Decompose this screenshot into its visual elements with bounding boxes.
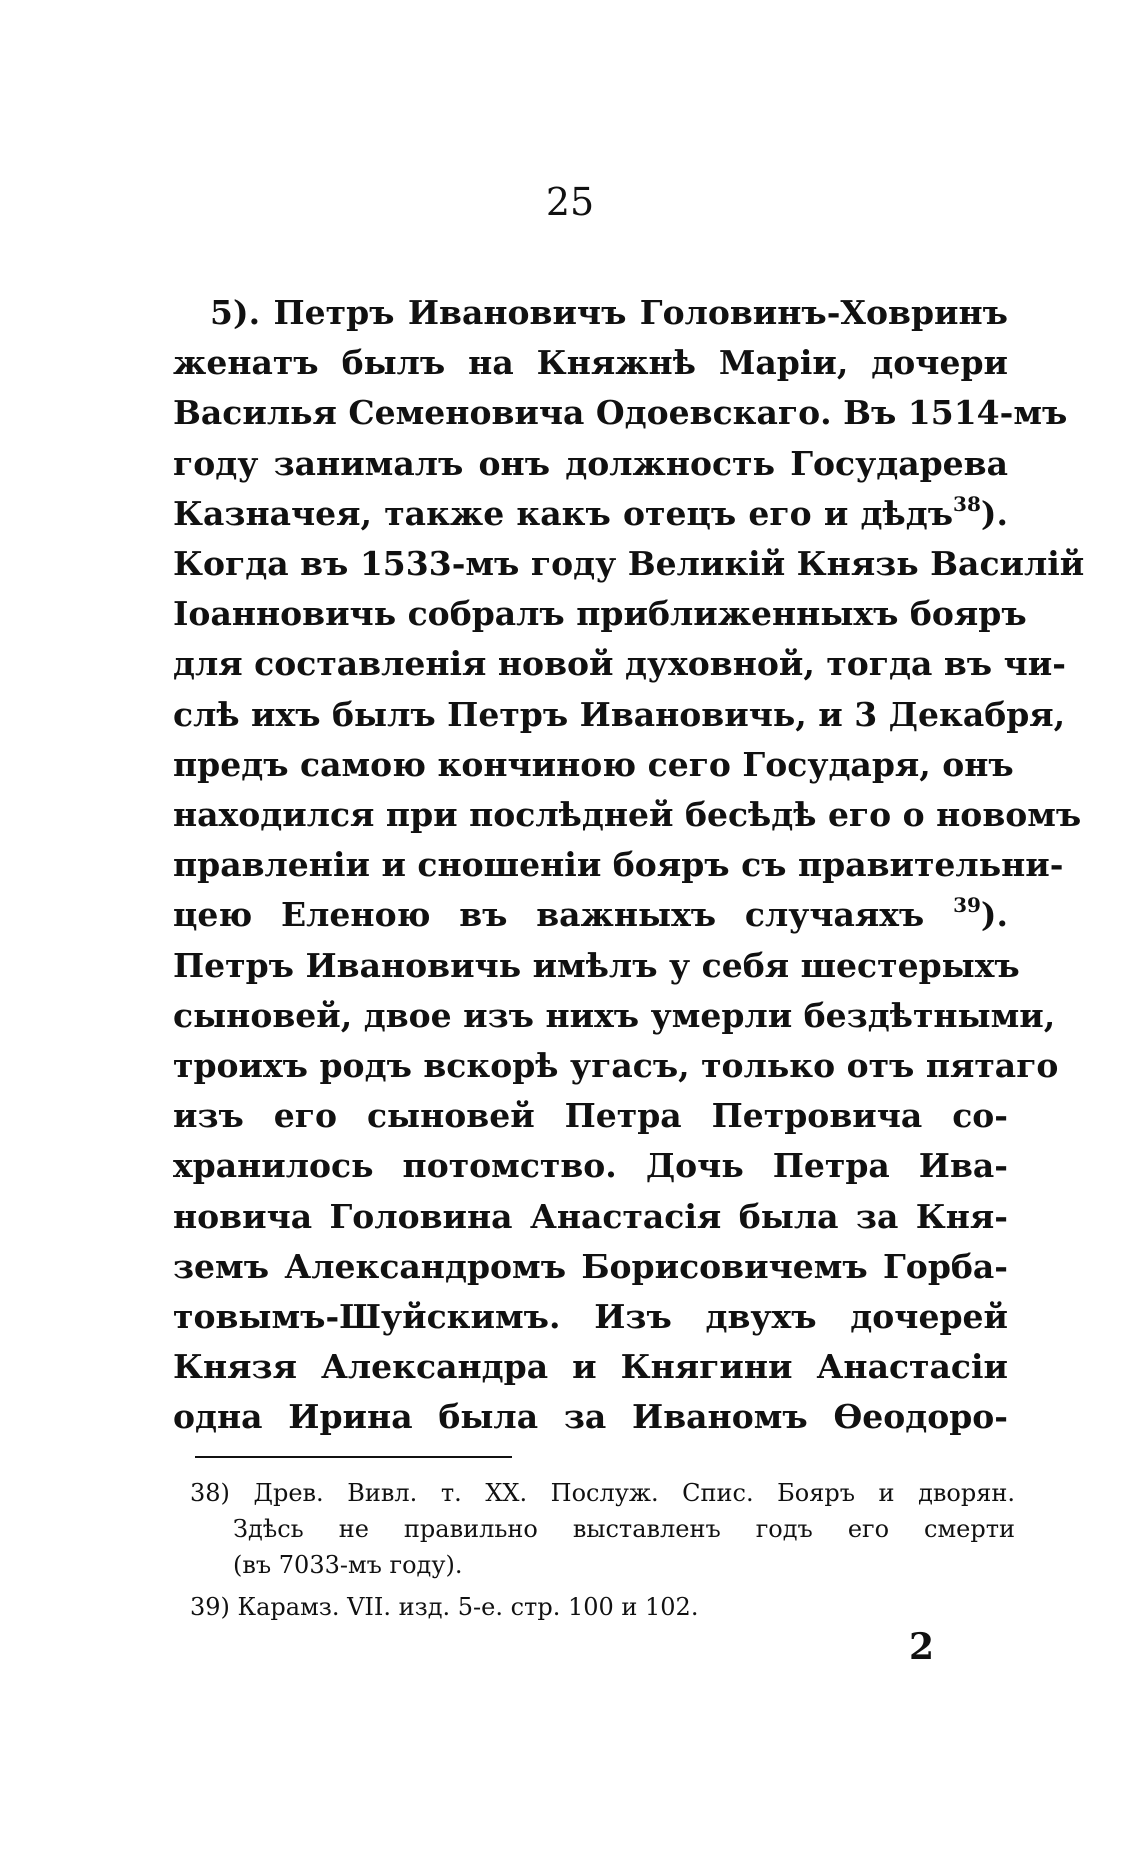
text-line-content: цею Еленою въ важныхъ случаяхъ	[173, 895, 925, 935]
footnote-ref-38-close: ).	[980, 493, 1008, 533]
footnote-38-line: 38) Древ. Вивл. т. XX. Послуж. Спис. Бояръ и дворян.	[190, 1479, 1015, 1507]
text-line: изъ его сыновей Петра Петровича со-	[173, 1096, 1008, 1136]
text-line: Іоанновичь собралъ приближенныхъ бояръ	[173, 594, 1027, 634]
footnote-38-line: (въ 7033-мъ году).	[233, 1551, 463, 1579]
text-line: предъ самою кончиною сего Государя, онъ	[173, 744, 1014, 784]
text-line-content: Казначея, также какъ отецъ его и дѣдъ	[173, 493, 954, 533]
text-line: слѣ ихъ былъ Петръ Ивановичь, и 3 Декабря,	[173, 694, 1066, 734]
text-line: Князя Александра и Княгини Анастасіи	[173, 1347, 1008, 1387]
text-line: новича Головина Анастасія была за Кня-	[173, 1196, 1008, 1236]
text-line: находился при послѣдней бесѣдѣ его о новомъ	[173, 795, 1082, 835]
signature-mark: 2	[909, 1626, 935, 1668]
text-line: году занималъ онъ должность Государева	[173, 443, 1008, 483]
text-line: товымъ-Шуйскимъ. Изъ двухъ дочерей	[173, 1297, 1008, 1337]
footnote-38-line: Здѣсь не правильно выставленъ годъ его смерти	[233, 1515, 1015, 1543]
text-line: земъ Александромъ Борисовичемъ Горба-	[173, 1246, 1008, 1286]
text-line: Когда въ 1533-мъ году Великій Князь Василій	[173, 544, 1085, 584]
footnote-ref-38: 38	[953, 491, 981, 516]
footnote-divider	[195, 1456, 512, 1458]
text-line: Петръ Ивановичь имѣлъ у себя шестерыхъ	[173, 945, 1020, 985]
text-line: хранилось потомство. Дочь Петра Ива-	[173, 1146, 1008, 1186]
footnote-ref-39: 39	[953, 893, 981, 918]
page-number: 25	[545, 180, 595, 224]
text-line: Василья Семеновича Одоевскаго. Въ 1514-мъ	[173, 393, 1068, 433]
text-line: правленіи и сношеніи бояръ съ правительни-	[173, 845, 1064, 885]
text-line: сыновей, двое изъ нихъ умерли бездѣтными,	[173, 995, 1056, 1035]
footnote-39-line: 39) Карамз. VII. изд. 5-е. стр. 100 и 102.	[190, 1593, 699, 1621]
footnote-ref-39-close: ).	[980, 895, 1009, 935]
footnotes	[190, 1475, 1015, 1625]
text-line: для составленія новой духовной, тогда въ чи-	[173, 644, 1066, 684]
text-line: троихъ родъ вскорѣ угасъ, только отъ пятаго	[173, 1046, 1059, 1086]
body-text	[173, 288, 1085, 1443]
text-line: женатъ былъ на Княжнѣ Маріи, дочери	[173, 343, 1008, 383]
text-line: одна Ирина была за Иваномъ Өеодоро-	[173, 1397, 1008, 1437]
text-line: 5). Петръ Ивановичъ Головинъ-Ховринъ	[210, 293, 1008, 332]
text-line-with-footnote-38	[173, 489, 1008, 539]
text-line-with-footnote-39	[173, 890, 1008, 940]
